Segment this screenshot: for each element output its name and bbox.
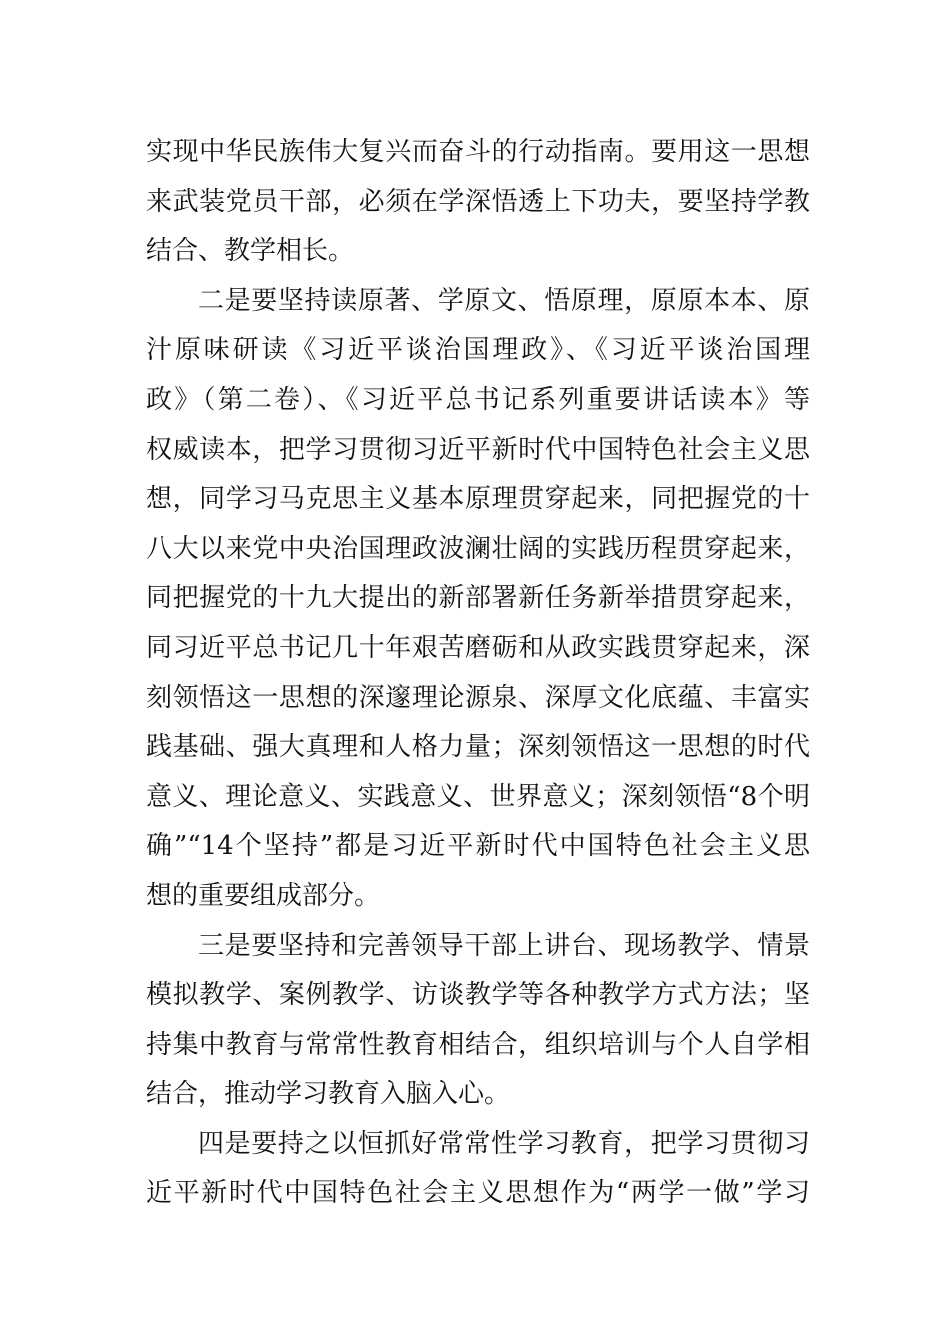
text-line: 确”“14个坚持”都是习近平新时代中国特色社会主义思 [146, 831, 810, 862]
text-line: 想，同学习马克思主义基本原理贯穿起来，同把握党的十 [146, 484, 810, 515]
text-line: 政》（第二卷）、《习近平总书记系列重要讲话读本》等 [146, 384, 810, 415]
paragraph-start-line: 四是要持之以恒抓好常常性学习教育，把学习贯彻习 [198, 1128, 810, 1159]
text-line: 持集中教育与常常性教育相结合，组织培训与个人自学相 [146, 1029, 810, 1060]
text-line: 近平新时代中国特色社会主义思想作为“两学一做”学习 [146, 1178, 810, 1209]
paragraph-start-line: 二是要坚持读原著、学原文、悟原理，原原本本、原 [198, 285, 810, 316]
text-line: 同习近平总书记几十年艰苦磨砺和从政实践贯穿起来，深 [146, 632, 810, 663]
text-line: 模拟教学、案例教学、访谈教学等各种教学方式方法；坚 [146, 980, 810, 1011]
text-line: 同把握党的十九大提出的新部署新任务新举措贯穿起来， [146, 583, 810, 614]
text-line: 意义、理论意义、实践意义、世界意义；深刻领悟“8个明 [146, 781, 810, 812]
text-line: 汁原味研读《习近平谈治国理政》、《习近平谈治国理 [146, 335, 810, 366]
body-text [146, 128, 810, 1219]
text-line: 想的重要组成部分。 [146, 880, 381, 911]
text-line: 八大以来党中央治国理政波澜壮阔的实践历程贯穿起来， [146, 533, 810, 564]
text-line: 践基础、强大真理和人格力量；深刻领悟这一思想的时代 [146, 732, 810, 763]
text-line: 结合，推动学习教育入脑入心。 [146, 1079, 511, 1110]
text-line: 结合、教学相长。 [146, 236, 355, 267]
text-line: 权威读本，把学习贯彻习近平新时代中国特色社会主义思 [146, 434, 810, 465]
text-line: 来武装党员干部，必须在学深悟透上下功夫，要坚持学教 [146, 186, 810, 217]
text-line: 刻领悟这一思想的深邃理论源泉、深厚文化底蕴、丰富实 [146, 682, 810, 713]
paragraph-start-line: 三是要坚持和完善领导干部上讲台、现场教学、情景 [198, 930, 810, 961]
text-line: 实现中华民族伟大复兴而奋斗的行动指南。要用这一思想 [146, 137, 810, 167]
